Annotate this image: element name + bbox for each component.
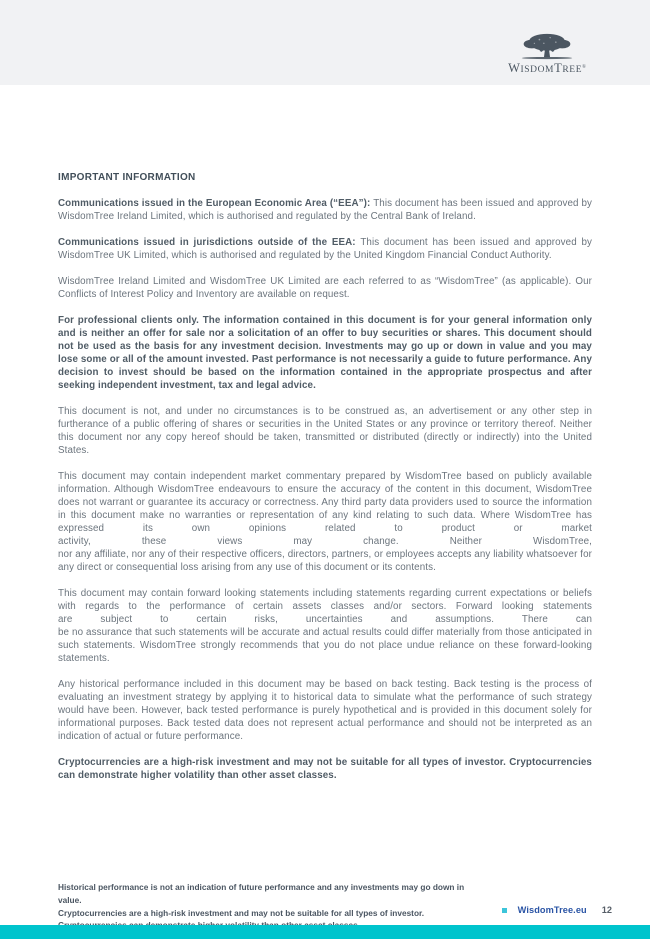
main-content <box>58 172 592 782</box>
legal-paragraphs <box>58 197 592 782</box>
text-segment: Communications issued in the European Economic Area (“EEA”): <box>58 198 374 209</box>
square-bullet-icon <box>502 908 507 913</box>
text-segment: This document is not, and under no circumstances is to be construed as, an advertisement or any other step in furtherance of a public offering of shares or securities in the United States or any province or territory thereof. Neither this document nor any copy hereof should be taken, transmitted or distributed (directly or indirectly) into the United States. <box>58 406 592 456</box>
logo-wordmark-part: T <box>554 61 563 75</box>
text-segment: Cryptocurrencies are a high-risk investment and may not be suitable for all types of investor. Cryptocurrencies can demonstrate higher volatility than other asset classes. <box>58 757 592 781</box>
text-segment: be no assurance that such statements will be accurate and actual results could differ materially from those anticipated in such statements. WisdomTree strongly recommends that you do not place undue reliance on these forward-looking statements. <box>58 627 592 664</box>
text-segment: are subject to certain risks, uncertainties and assumptions. There can <box>58 614 592 625</box>
page-title: IMPORTANT INFORMATION <box>58 172 196 183</box>
logo-wordmark-part: W <box>508 61 521 75</box>
registered-trademark-symbol: ® <box>582 65 586 70</box>
text-segment: Communications issued in jurisdictions outside of the EEA: <box>58 237 361 248</box>
text-segment: This document has been issued and approved by WisdomTree UK Limited, which is authorised and regulated by the United Kingdom Financial Conduct Authority. <box>58 237 592 261</box>
logo-wordmark <box>501 62 593 76</box>
text-segment: This document has been issued and approved by WisdomTree Ireland Limited, which is authorised and regulated by the Central Bank of Ireland. <box>58 198 592 222</box>
text-segment: This document may contain forward looking statements including statements regarding current expectations or beliefs with regards to the performance of certain assets classes and/or sectors. Forward looking statements <box>58 588 592 612</box>
text-segment: activity, these views may change. Neither WisdomTree, <box>58 536 592 547</box>
text-segment: WisdomTree Ireland Limited and WisdomTree UK Limited are each referred to as “WisdomTree” (as applicable). Our Conflicts of Interest Policy and Inventory are available on request. <box>58 276 592 300</box>
bottom-accent-bar <box>0 925 650 939</box>
text-segment: For professional clients only. The information contained in this document is for your general information only and is neither an offer for sale nor a solicitation of an offer to buy securities or shares. This document should not be used as the basis for any investment decision. Investments may go up or down in value and you may lose some or all of the amount invested. Past performance is not necessarily a guide to future performance. Any decision to invest should be based on the information contained in the appropriate prospectus and after seeking independent investment, tax and legal advice. <box>58 315 592 391</box>
footer-disclaimer-line: Historical performance is not an indication of future performance and any investments may go down in value. <box>58 882 465 905</box>
text-segment: nor any affiliate, nor any of their respective officers, directors, partners, or employees accepts any liability whatsoever for any direct or consequential loss arising from any use of this document or its contents. <box>58 549 592 573</box>
website-link[interactable]: WisdomTree.eu <box>517 905 587 915</box>
logo-wordmark-part: REE <box>562 65 583 75</box>
paragraph-2 <box>58 236 592 262</box>
page-number: 12 <box>601 905 612 915</box>
paragraph-4 <box>58 314 592 392</box>
footer-disclaimer-line: Cryptocurrencies are a high-risk investment and may not be suitable for all types of investor. <box>58 907 425 918</box>
header-band <box>0 0 650 85</box>
logo-wordmark-part: ISDOM <box>520 65 555 75</box>
paragraph-1 <box>58 197 592 223</box>
paragraph-8 <box>58 678 592 743</box>
paragraph-6 <box>58 470 592 574</box>
paragraph-5 <box>58 405 592 457</box>
tree-icon <box>501 32 593 61</box>
text-segment: This document may contain independent market commentary prepared by WisdomTree based on publicly available information. Although WisdomTree endeavours to ensure the accuracy of the content in this document, WisdomTree does not warrant or guarantee its accuracy or correctness. Any third party data providers used to source the information in this document make no warranties or representation of any kind relating to such data. Where WisdomTree has expressed its own opinions related to product or market <box>58 471 592 534</box>
wisdomtree-logo <box>501 32 593 76</box>
text-segment: Any historical performance included in this document may be based on back testing. Back testing is the process of evaluating an investment strategy by applying it to historical data to simulate what the performance of such strategy would have been. However, back tested performance is purely hypothetical and is provided in this document solely for informational purposes. Back tested data does not represent actual performance and should not be interpreted as an indication of actual or future performance. <box>58 679 592 742</box>
footer-right <box>502 904 612 916</box>
paragraph-3 <box>58 275 592 301</box>
paragraph-7 <box>58 587 592 665</box>
paragraph-9 <box>58 756 592 782</box>
